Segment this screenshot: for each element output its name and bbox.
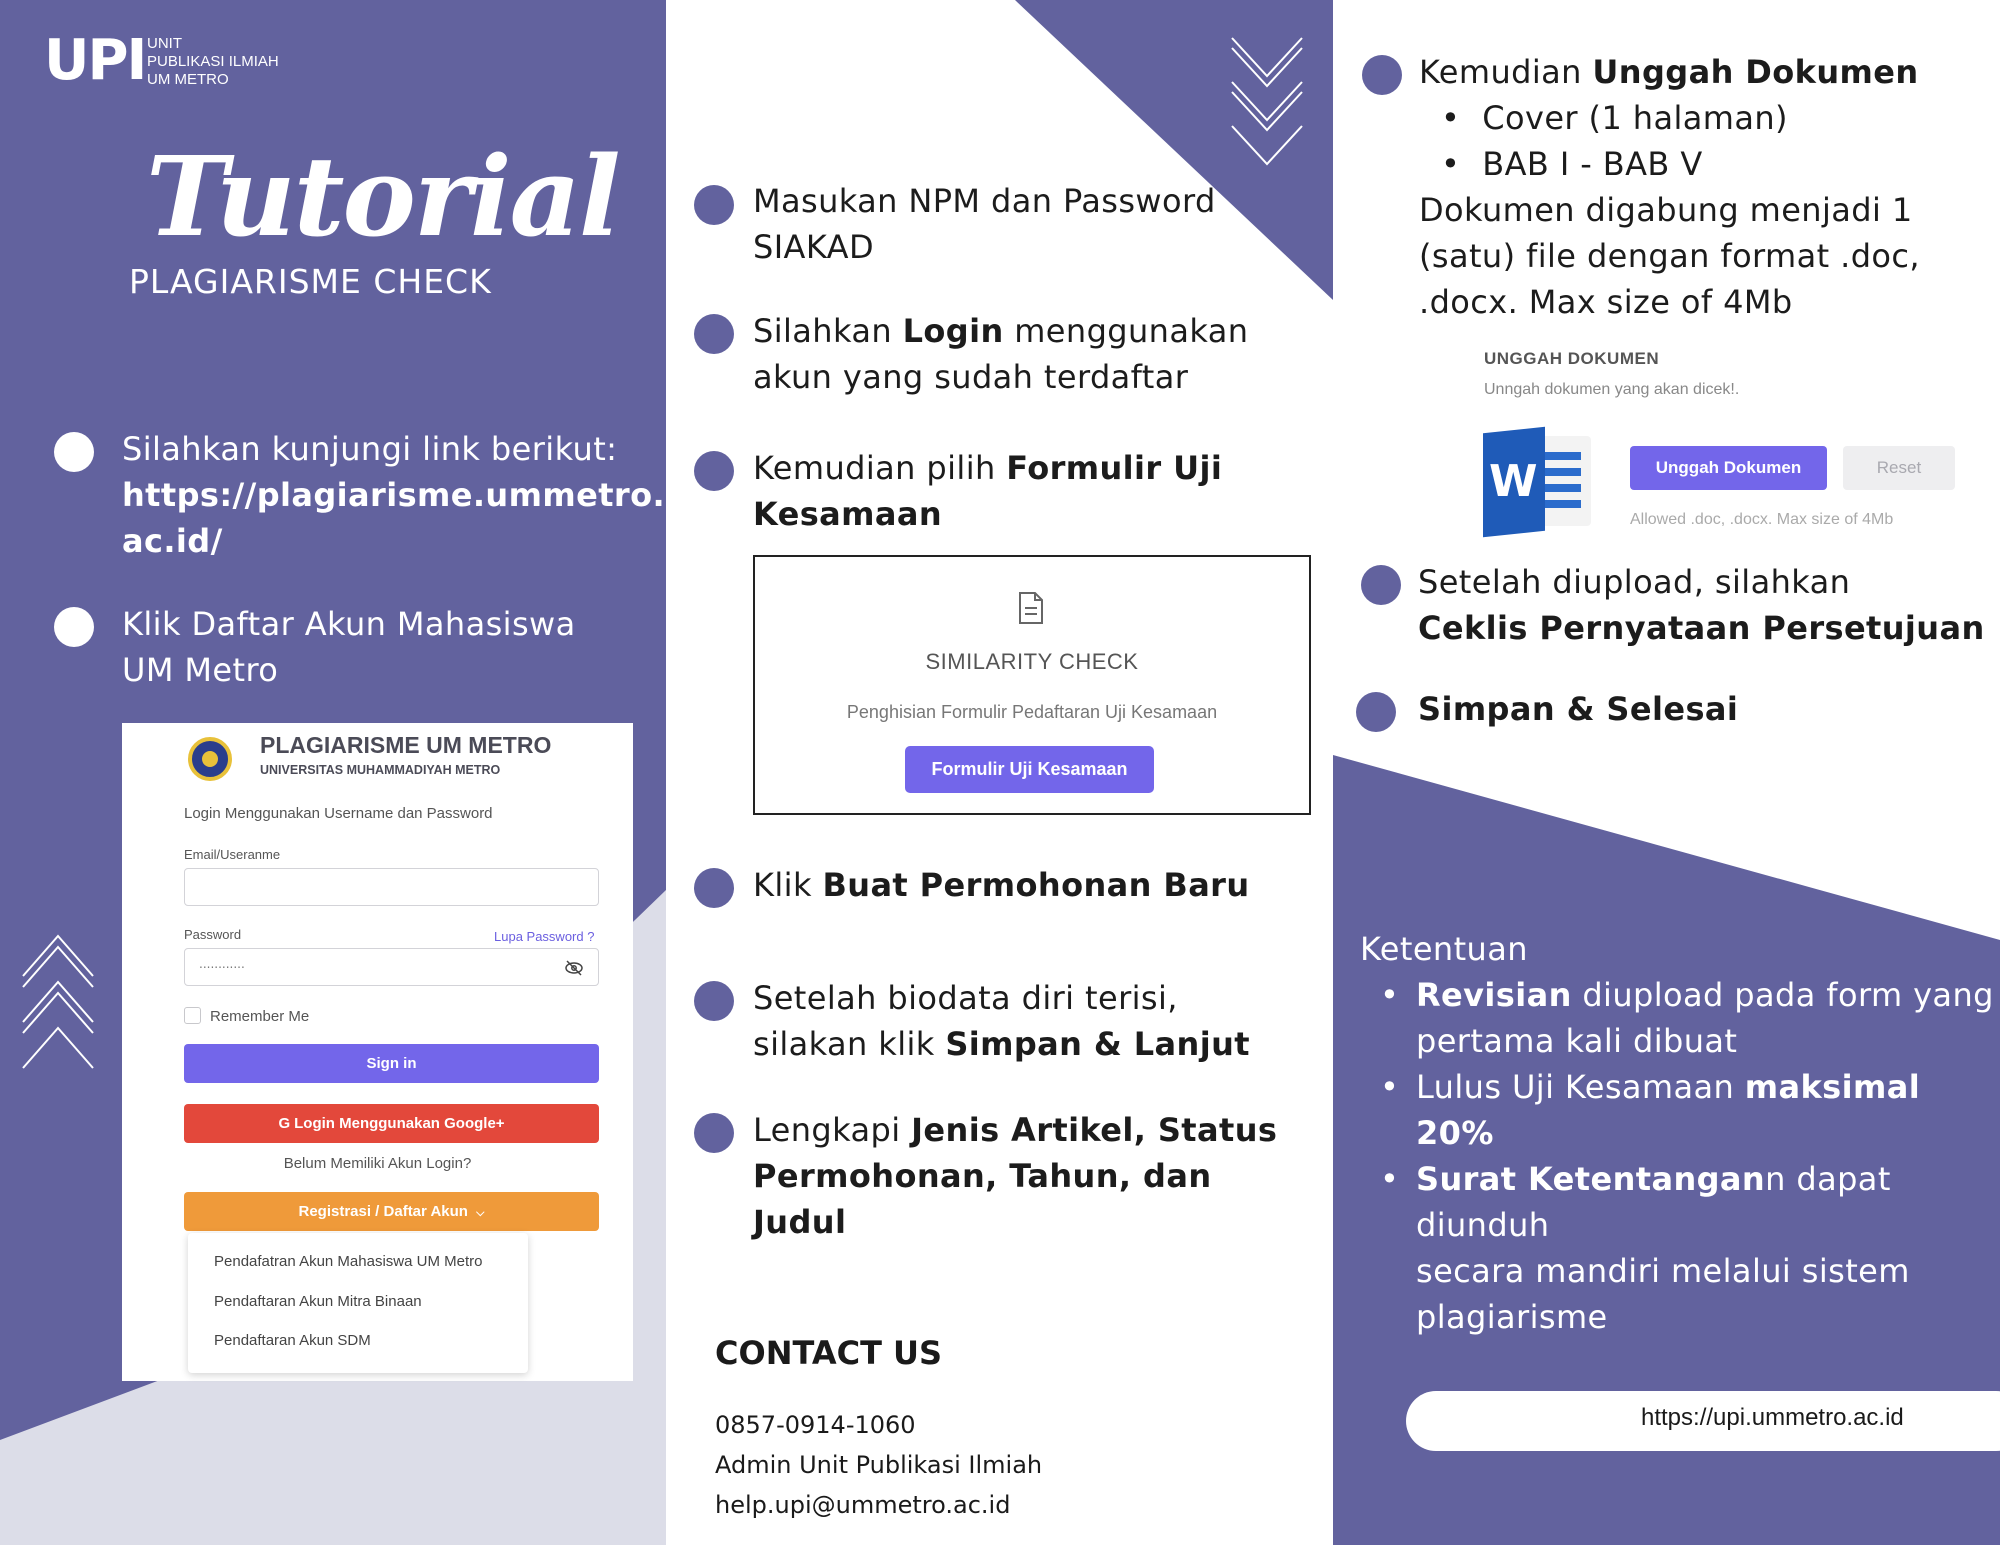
mid-step-4 [753, 862, 1250, 908]
chevrons-down-icon [1230, 36, 1304, 174]
mid-step-2 [753, 308, 1248, 400]
ketentuan-3-line3: plagiarisme [1416, 1298, 1608, 1336]
mid-step-3-bold1: Formulir Uji [1006, 449, 1223, 487]
upi-logo [44, 28, 146, 93]
word-letter: W [1489, 456, 1538, 507]
university-seal-icon [188, 737, 232, 781]
chevron-down-icon: ⌵ [476, 1207, 485, 1219]
left-step-1-text: Silahkan kunjungi link berikut: [122, 430, 618, 468]
right-item-cover: Cover (1 halaman) [1482, 99, 1788, 137]
right-note-line2: (satu) file dengan format .doc, [1419, 237, 1920, 275]
google-login-button[interactable] [184, 1104, 599, 1143]
chevrons-up-icon [20, 930, 96, 1072]
dropdown-item-sdm[interactable]: Pendaftaran Akun SDM [214, 1332, 371, 1349]
register-button[interactable] [184, 1192, 599, 1231]
list-bullet-icon: • [1380, 1068, 1400, 1106]
mid-step-5-line1: Setelah biodata diri terisi, [753, 979, 1178, 1017]
bullet-mid-6 [694, 1113, 734, 1153]
right-step-3 [1418, 686, 1738, 732]
password-field[interactable] [184, 948, 599, 986]
upload-document-button[interactable]: Unggah Dokumen [1630, 446, 1827, 490]
mid-step-5-pre: silakan klik [753, 1025, 946, 1063]
ketentuan-3-line2: secara mandiri melalui sistem [1416, 1252, 1910, 1290]
university-name: UNIVERSITAS MUHAMMADIYAH METRO [260, 763, 501, 777]
ketentuan-1-line2: pertama kali dibuat [1416, 1022, 1738, 1060]
similarity-description: Penghisian Formulir Pedaftaran Uji Kesamaan [846, 702, 1218, 722]
mid-step-3-pre: Kemudian pilih [753, 449, 1007, 487]
plagiarisme-link[interactable]: https://plagiarisme.ummetro. [122, 476, 666, 514]
mid-step-1 [753, 178, 1216, 270]
mid-step-5 [753, 975, 1250, 1067]
footer-url-pill [1406, 1391, 2000, 1451]
email-label: Email/Useranme [184, 847, 281, 862]
ketentuan-3-rest: n dapat diunduh [1416, 1160, 1891, 1244]
contact-admin: Admin Unit Publikasi Ilmiah [715, 1451, 1043, 1479]
mid-step-3 [753, 445, 1222, 537]
ketentuan-2-bold: maksimal 20% [1416, 1068, 1921, 1152]
bullet-mid-3 [694, 451, 734, 491]
remember-checkbox[interactable] [184, 1007, 201, 1024]
unit-label [147, 35, 279, 89]
bullet-right-2 [1361, 565, 1401, 605]
left-step-2-line1: Klik Daftar Akun Mahasiswa [122, 605, 576, 643]
plagiarisme-link-cont[interactable]: ac.id/ [122, 522, 223, 560]
mid-step-6 [753, 1107, 1277, 1245]
right-step-1-bold: Unggah Dokumen [1592, 53, 1919, 91]
register-dropdown [188, 1233, 528, 1373]
mid-step-6-bold1: Jenis Artikel, Status [911, 1111, 1278, 1149]
mid-step-2-pre: Silahkan [753, 312, 903, 350]
eye-off-icon[interactable] [564, 959, 584, 977]
signin-button[interactable]: Sign in [184, 1044, 599, 1083]
mid-step-1-line1: Masukan NPM dan Password [753, 182, 1216, 220]
bullet-mid-1 [694, 185, 734, 225]
contact-email[interactable]: help.upi@ummetro.ac.id [715, 1491, 1011, 1519]
right-step-2 [1418, 559, 1985, 651]
list-bullet-icon: • [1380, 1160, 1400, 1198]
document-icon [1017, 591, 1045, 625]
login-instruction: Login Menggunakan Username dan Password [184, 805, 493, 822]
bullet-mid-4 [694, 868, 734, 908]
mid-step-3-bold2: Kesamaan [753, 495, 943, 533]
mid-step-2-line2: akun yang sudah terdaftar [753, 358, 1189, 396]
unit-line1: UNIT [147, 35, 182, 52]
site-title: PLAGIARISME UM METRO [260, 732, 552, 758]
reset-button[interactable]: Reset [1843, 446, 1955, 490]
right-step-1-pre: Kemudian [1419, 53, 1593, 91]
tutorial-subtitle: PLAGIARISME CHECK [129, 262, 492, 301]
email-field[interactable] [184, 868, 599, 906]
upload-subtitle: Unngah dokumen yang akan dicek!. [1484, 381, 1740, 398]
right-item-bab: BAB I - BAB V [1482, 145, 1703, 183]
upi-logo-text: UPI [44, 28, 146, 93]
unit-line3: UM METRO [147, 71, 229, 88]
mid-step-6-bold2: Permohonan, Tahun, dan [753, 1157, 1212, 1195]
google-login-label: Login Menggunakan Google+ [294, 1115, 505, 1132]
remember-label: Remember Me [210, 1008, 310, 1025]
similarity-check-box [753, 555, 1311, 815]
password-label: Password [184, 927, 242, 942]
password-dots: ............ [199, 957, 245, 971]
right-note-line1: Dokumen digabung menjadi 1 [1419, 191, 1913, 229]
unit-line2: PUBLIKASI ILMIAH [147, 53, 279, 70]
forgot-password-link[interactable]: Lupa Password ? [494, 929, 595, 944]
similarity-title: SIMILARITY CHECK [925, 649, 1139, 674]
login-card [122, 723, 633, 1381]
ketentuan-1-bold: Revisian [1416, 976, 1572, 1014]
bullet-right-3 [1356, 692, 1396, 732]
contact-phone: 0857-0914-1060 [715, 1411, 916, 1439]
dropdown-item-mahasiswa[interactable]: Pendafatran Akun Mahasiswa UM Metro [214, 1253, 483, 1270]
upload-hint: Allowed .doc, .docx. Max size of 4Mb [1630, 511, 1894, 528]
mid-step-2-bold: Login [902, 312, 1004, 350]
contact-details [715, 1405, 1042, 1525]
register-label: Registrasi / Daftar Akun [298, 1203, 468, 1220]
mid-step-2-post: menggunakan [1003, 312, 1249, 350]
upload-title: UNGGAH DOKUMEN [1484, 349, 1660, 368]
word-icon [1483, 430, 1595, 534]
right-step-2-line1: Setelah diupload, silahkan [1418, 563, 1851, 601]
ketentuan-1-rest: diupload pada form yang [1571, 976, 1994, 1014]
ketentuan-2-pre: Lulus Uji Kesamaan [1416, 1068, 1745, 1106]
bullet-mid-2 [694, 314, 734, 354]
formulir-uji-button[interactable]: Formulir Uji Kesamaan [905, 746, 1154, 793]
bullet-mid-5 [694, 981, 734, 1021]
mid-step-6-pre: Lengkapi [753, 1111, 912, 1149]
right-step-2-bold: Ceklis Pernyataan Persetujuan [1418, 609, 1985, 647]
footer-url[interactable]: https://upi.ummetro.ac.id [1641, 1404, 1904, 1431]
bullet-right-1 [1362, 55, 1402, 95]
dropdown-item-mitra[interactable]: Pendaftaran Akun Mitra Binaan [214, 1293, 422, 1310]
mid-step-4-pre: Klik [753, 866, 823, 904]
right-step-3-bold: Simpan & Selesai [1418, 690, 1739, 728]
mid-step-6-bold3: Judul [753, 1203, 847, 1241]
list-bullet-icon: • [1441, 99, 1461, 137]
google-icon: G [278, 1115, 291, 1132]
left-step-2 [122, 601, 576, 693]
right-step-1 [1419, 49, 1920, 325]
ketentuan-heading: Ketentuan [1360, 930, 1528, 968]
contact-heading: CONTACT US [715, 1334, 943, 1372]
list-bullet-icon: • [1441, 145, 1461, 183]
left-step-1 [122, 426, 665, 564]
left-step-2-line2: UM Metro [122, 651, 279, 689]
bullet-left-1 [54, 432, 94, 472]
bullet-left-2 [54, 607, 94, 647]
mid-step-5-bold: Simpan & Lanjut [945, 1025, 1250, 1063]
list-bullet-icon: • [1380, 976, 1400, 1014]
ketentuan-3-bold: Surat Ketentangan [1416, 1160, 1766, 1198]
mid-step-4-bold: Buat Permohonan Baru [822, 866, 1250, 904]
tutorial-title: Tutorial [146, 132, 619, 261]
mid-step-1-line2: SIAKAD [753, 228, 874, 266]
right-note-line3: .docx. Max size of 4Mb [1419, 283, 1793, 321]
no-account-text: Belum Memiliki Akun Login? [283, 1155, 472, 1172]
ketentuan-section [1360, 926, 2000, 1340]
